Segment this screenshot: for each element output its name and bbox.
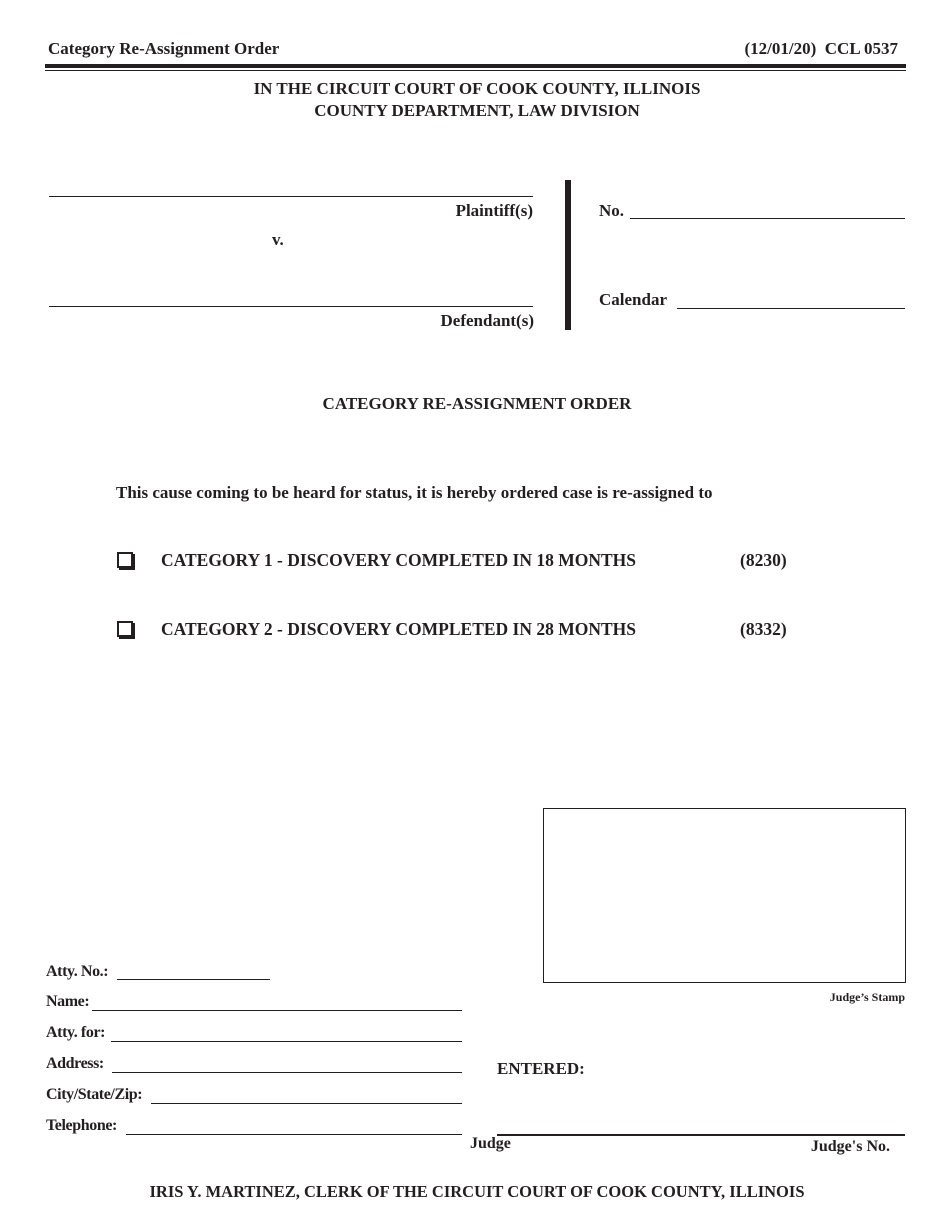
judge-stamp-label: Judge’s Stamp xyxy=(829,990,905,1004)
category-1-checkbox[interactable] xyxy=(117,552,133,568)
header-rule-thick xyxy=(45,64,906,68)
calendar-label: Calendar xyxy=(599,290,667,309)
city-state-zip-field[interactable] xyxy=(151,1093,462,1104)
order-title: CATEGORY RE-ASSIGNMENT ORDER xyxy=(322,394,632,413)
header-rule-thin xyxy=(45,70,906,71)
name-field[interactable] xyxy=(92,1000,462,1011)
plaintiff-field[interactable] xyxy=(49,186,533,197)
telephone-field[interactable] xyxy=(126,1124,462,1135)
court-department: COUNTY DEPARTMENT, LAW DIVISION xyxy=(314,101,640,120)
order-body: This cause coming to be heard for status, it is hereby ordered case is re-assigned to xyxy=(116,483,713,502)
entered-label: ENTERED: xyxy=(497,1059,585,1078)
atty-for-label: Atty. for: xyxy=(46,1024,106,1041)
atty-no-label: Atty. No.: xyxy=(46,963,109,980)
plaintiff-label: Plaintiff(s) xyxy=(455,201,533,220)
clerk-footer: IRIS Y. MARTINEZ, CLERK OF THE CIRCUIT COURT OF COOK COUNTY, ILLINOIS xyxy=(149,1182,805,1201)
judge-signature-line[interactable] xyxy=(497,1134,905,1136)
court-name: IN THE CIRCUIT COURT OF COOK COUNTY, ILLINOIS xyxy=(253,79,701,98)
case-number-field[interactable] xyxy=(630,208,905,219)
address-label: Address: xyxy=(46,1055,104,1072)
caption-divider xyxy=(565,180,571,330)
case-number-label: No. xyxy=(599,201,625,220)
atty-no-field[interactable] xyxy=(117,969,270,980)
calendar-field[interactable] xyxy=(677,298,905,309)
judge-label: Judge xyxy=(470,1135,511,1152)
name-label: Name: xyxy=(46,993,90,1010)
judge-stamp-box xyxy=(543,808,906,983)
address-field[interactable] xyxy=(112,1062,462,1073)
category-1-label: CATEGORY 1 - DISCOVERY COMPLETED IN 18 MONTHS xyxy=(161,550,637,570)
category-2-code: (8332) xyxy=(740,619,787,639)
form-code: (12/01/20) CCL 0537 xyxy=(744,39,898,58)
category-1-code: (8230) xyxy=(740,550,787,570)
versus-label: v. xyxy=(272,230,284,249)
form-title: Category Re-Assignment Order xyxy=(48,39,280,58)
category-2-label: CATEGORY 2 - DISCOVERY COMPLETED IN 28 MONTHS xyxy=(161,619,637,639)
category-2-checkbox[interactable] xyxy=(117,621,133,637)
defendant-label: Defendant(s) xyxy=(440,311,534,330)
telephone-label: Telephone: xyxy=(46,1117,117,1134)
atty-for-field[interactable] xyxy=(111,1031,462,1042)
defendant-field[interactable] xyxy=(49,296,533,307)
judge-number-label: Judge's No. xyxy=(810,1138,890,1155)
city-state-zip-label: City/State/Zip: xyxy=(46,1086,143,1103)
